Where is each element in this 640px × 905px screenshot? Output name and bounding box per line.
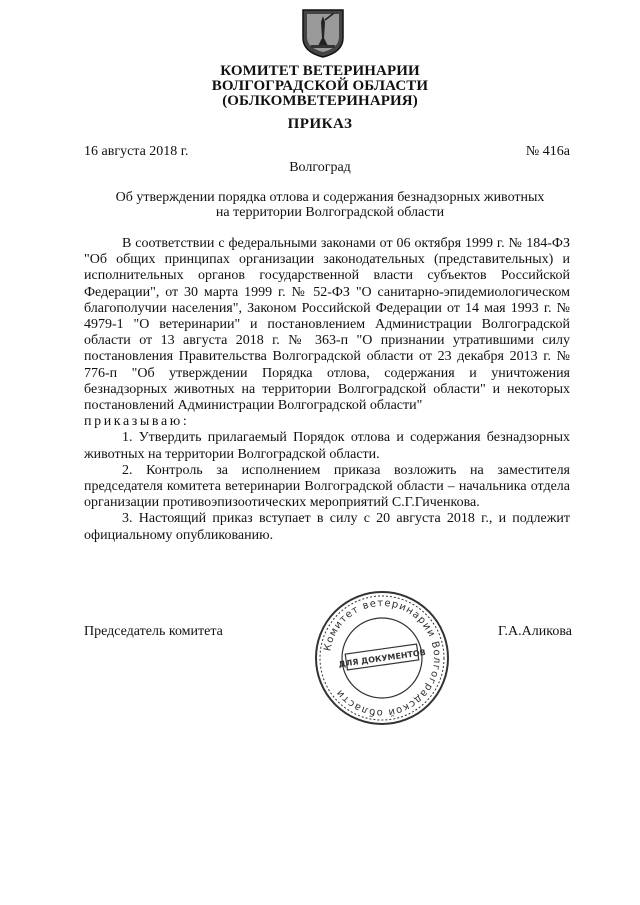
order-item-3: 3. Настоящий приказ вступает в силу с 20 августа 2018 г., и подлежит официальному опубликованию. xyxy=(84,511,570,543)
coat-of-arms-icon xyxy=(301,8,345,58)
document-number: № 416а xyxy=(525,144,570,159)
stamp-ring-text: Комитет ветеринарии Волгоградской области xyxy=(322,597,443,719)
org-name-line1: КОМИТЕТ ВЕТЕРИНАРИИ xyxy=(220,63,420,79)
order-item-2: 2. Контроль за исполнением приказа возложить на заместителя председателя комитета ветеринарии Волгоградской области – начальника отдела организации противоэпизоотических мероприятий С.Г.Гиченкова. xyxy=(84,462,570,511)
org-name-line2: ВОЛГОГРАДСКОЙ ОБЛАСТИ xyxy=(211,78,429,94)
preamble-paragraph: В соответствии с федеральными законами от 06 октября 1999 г. № 184-ФЗ "Об общих принципах организации законодательных (представительных) и исполнительных органов государственной власти субъектов Российской Федерации", от 30 марта 1999 г. № 52-ФЗ "О санитарно-эпидемиологическом благополучии населения", Законом Российской Федерации от 14 мая 1993 г. № 4979-1 "О ветеринарии" и постановлением Администрации Волгоградской области от 13 августа 2018 г. № 363-п "О признании утратившими силу постановления Правительства Волгоградской области от 23 декабря 2013 г. № 776-п "Об утверждении Порядка отлова, содержания и уничтожения безнадзорных животных на территории Волгоградской области" и некоторых постановлений Администрации Волгоградской области" xyxy=(84,236,570,414)
order-word: приказываю: xyxy=(84,414,190,430)
document-body xyxy=(84,236,570,544)
document-city: Волгоград xyxy=(289,160,351,175)
document-type: ПРИКАЗ xyxy=(287,116,353,132)
document-subject xyxy=(60,190,600,220)
document-date: 16 августа 2018 г. xyxy=(84,144,189,159)
signer-title: Председатель комитета xyxy=(84,624,223,639)
signer-name: Г.А.Аликова xyxy=(498,624,572,639)
letterhead xyxy=(0,64,640,109)
subject-line2: на территории Волгоградской области xyxy=(215,205,445,220)
org-name-line3: (ОБЛКОМВЕТЕРИНАРИЯ) xyxy=(222,93,418,109)
stamp-center-text: ДЛЯ ДОКУМЕНТОВ xyxy=(338,647,427,670)
order-item-1: 1. Утвердить прилагаемый Порядок отлова и содержания безнадзорных животных на территории Волгоградской области. xyxy=(84,430,570,462)
subject-line1: Об утверждении порядка отлова и содержания безнадзорных животных xyxy=(115,190,545,205)
official-stamp xyxy=(312,588,452,728)
